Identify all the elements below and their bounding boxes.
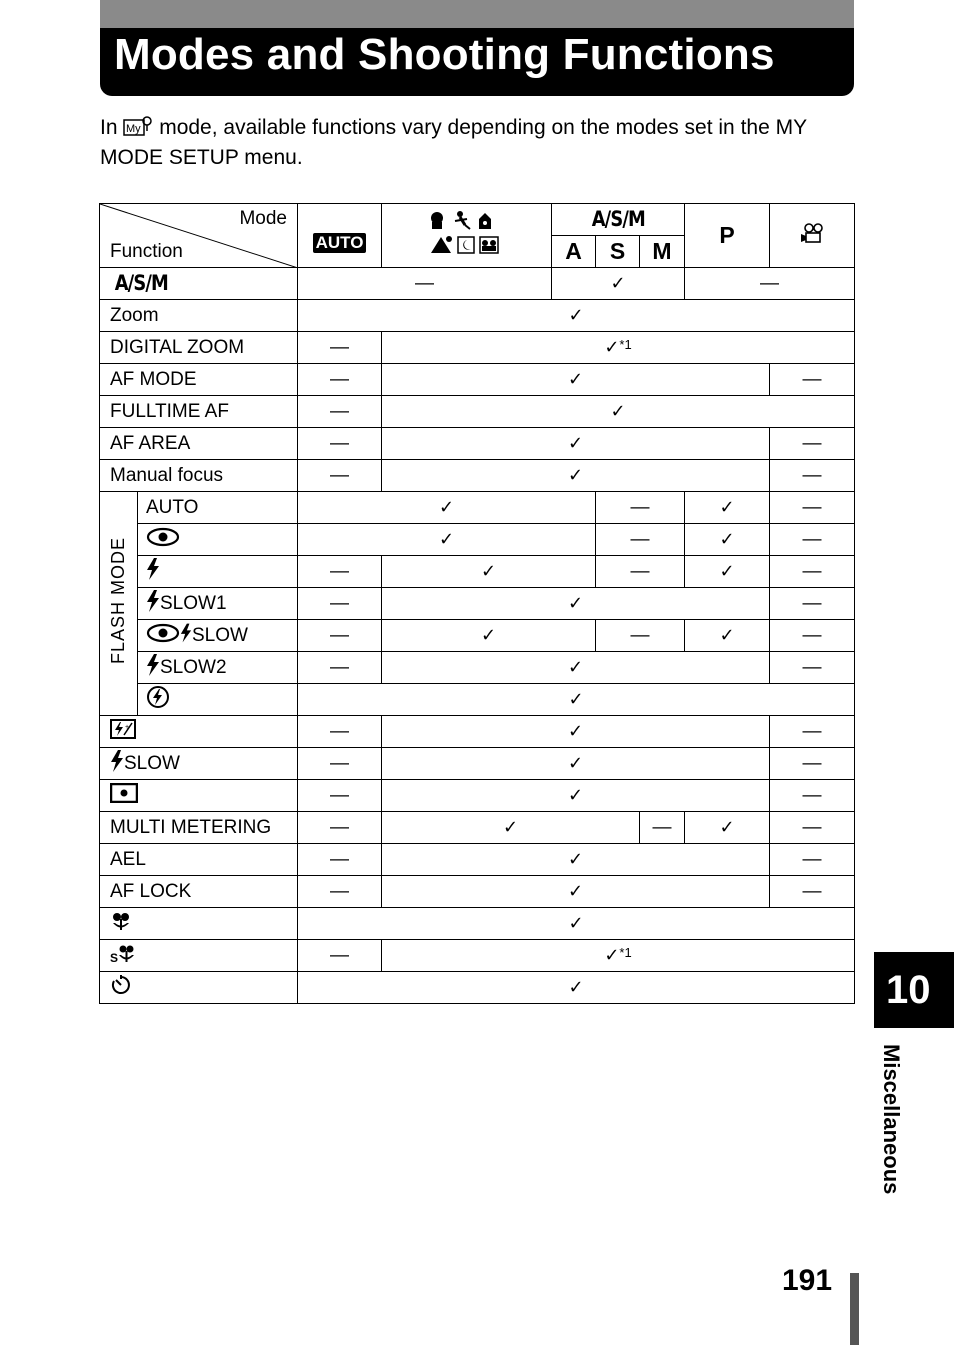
flash-mode-group-label: FLASH MODE [108,536,128,665]
cell-dash: — [298,748,382,780]
flash-icon [110,750,124,778]
row-label-zoom: Zoom [100,300,298,332]
cell-dash: — [298,876,382,908]
red-eye-icon [146,527,180,553]
cell-dash: — [596,556,685,588]
page-edge-bar [850,1273,859,1345]
row-label-slow: SLOW [100,748,298,780]
cell-dash: — [298,652,382,684]
header-mode-label: Mode [239,208,287,229]
row-label-fulltime-af: FULLTIME AF [100,396,298,428]
row-label-macro [100,908,298,940]
flash-mode-group-cell [100,492,138,716]
cell-dash: — [596,524,685,556]
self-timer-icon [110,974,132,1002]
flash-off-icon [146,685,170,715]
cell-check: ✓ [685,492,770,524]
header-p-cell [685,204,770,268]
cell-dash: — [770,588,855,620]
row-label-flash-redeye [138,524,298,556]
header-p-label: P [719,222,735,248]
cell-check: ✓ [685,812,770,844]
chapter-number: 10 [886,968,931,1012]
header-corner-cell [100,204,298,268]
cell-dash: — [770,716,855,748]
chapter-tab [874,952,954,1028]
cell-check: ✓ [382,620,596,652]
cell-check: ✓ [382,428,770,460]
movie-icon [800,222,824,250]
cell-dash: — [298,812,382,844]
header-scene-cell [382,204,552,268]
cell-dash: — [298,364,382,396]
table-row [100,844,855,876]
cell-dash: — [640,812,685,844]
cell-check: ✓ [298,684,855,716]
cell-dash: — [298,556,382,588]
cell-check: ✓ [298,524,596,556]
cell-dash: — [685,268,855,300]
table-row [100,876,855,908]
auto-mode-icon: AUTO [313,233,367,253]
cell-dash: — [770,364,855,396]
header-movie-cell [770,204,855,268]
table-row [100,620,855,652]
row-label-flash-off [138,684,298,716]
table-row [100,364,855,396]
modes-functions-table [99,203,855,1004]
cell-dash: — [770,652,855,684]
cell-check: ✓ [382,812,640,844]
chapter-label: Miscellaneous [879,1044,904,1195]
footnote-marker: *1 [619,337,632,352]
cell-dash: — [298,460,382,492]
cell-dash: — [770,460,855,492]
my-mode-icon [123,115,153,144]
flash-icon [146,590,160,618]
table-row [100,940,855,972]
table-row [100,460,855,492]
row-label-ael: AEL [100,844,298,876]
cell-dash: — [298,588,382,620]
table-row [100,908,855,940]
cell-check: ✓ [685,524,770,556]
row-label-super-macro [100,940,298,972]
header-s-cell [596,236,640,268]
row-label-manual-focus: Manual focus [100,460,298,492]
header-s-label: S [609,238,626,264]
table-row [100,428,855,460]
cell-dash: — [770,524,855,556]
row-label-self-timer [100,972,298,1004]
scene-modes-icon [429,209,505,263]
row-label-flash-auto: AUTO [138,492,298,524]
cell-check: ✓ [382,588,770,620]
table-row [100,652,855,684]
cell-check: ✓ [382,780,770,812]
cell-dash: — [770,876,855,908]
cell-dash: — [770,620,855,652]
header-m-label: M [652,238,672,264]
header-asm-cell [552,204,685,236]
cell-check: ✓ [382,556,596,588]
cell-check: ✓ [382,460,770,492]
cell-dash: — [298,396,382,428]
table-row [100,780,855,812]
intro-prefix: In [100,116,118,139]
cell-check: ✓ [382,364,770,396]
cell-check: ✓ [298,300,855,332]
row-label-flash-intensity [100,716,298,748]
check-mark: ✓ [604,337,620,357]
flash-icon [146,654,160,682]
title-top-band [100,0,854,28]
cell-check: ✓ [382,748,770,780]
cell-check: ✓ [298,972,855,1004]
cell-check: ✓ [382,396,855,428]
flash-intensity-icon [110,719,136,745]
svg-text:My: My [126,123,142,135]
cell-check: ✓ [382,844,770,876]
cell-check: ✓ [552,268,685,300]
cell-dash: — [596,492,685,524]
table-row [100,556,855,588]
row-label-digital-zoom: DIGITAL ZOOM [100,332,298,364]
row-label-spot-metering [100,780,298,812]
header-asm-label: A/S/M [591,207,645,231]
cell-dash: — [770,812,855,844]
table-row [100,748,855,780]
cell-dash: — [298,620,382,652]
row-label-flash-slow1: SLOW1 [138,588,298,620]
cell-dash: — [298,428,382,460]
row-label-af-area: AF AREA [100,428,298,460]
cell-check: ✓ [382,716,770,748]
red-eye-icon [146,623,180,649]
super-macro-icon [110,942,136,970]
table-row [100,812,855,844]
cell-dash: — [770,492,855,524]
cell-check: ✓ [298,492,596,524]
cell-check: ✓ [298,908,855,940]
cell-check: ✓ [685,556,770,588]
cell-check-footnote [382,940,855,972]
cell-check: ✓ [382,876,770,908]
flash-icon [180,623,192,649]
spot-metering-icon [110,783,138,809]
cell-dash: — [770,428,855,460]
svg-text:S: S [110,950,119,964]
cell-dash: — [298,268,552,300]
flash-icon [146,558,160,586]
row-label-flash-redeye-slow: SLOW [138,620,298,652]
cell-dash: — [298,844,382,876]
table-row [100,332,855,364]
row-label-multi-metering: MULTI METERING [100,812,298,844]
cell-dash: — [298,716,382,748]
macro-icon [110,910,132,938]
row-label-af-lock: AF LOCK [100,876,298,908]
header-auto-cell [298,204,382,268]
row-label-flash-slow2: SLOW2 [138,652,298,684]
table-row [100,396,855,428]
chapter-label-container [878,1044,908,1214]
table-row [100,972,855,1004]
title-band [100,0,854,96]
page-number: 191 [782,1264,833,1297]
header-a-cell [552,236,596,268]
cell-dash: — [298,940,382,972]
cell-check: ✓ [382,652,770,684]
cell-dash: — [770,556,855,588]
table-row [100,716,855,748]
header-a-label: A [565,238,582,264]
page-title: Modes and Shooting Functions [114,30,775,79]
cell-dash: — [298,332,382,364]
header-function-label: Function [110,241,183,262]
table-row [100,492,855,524]
cell-dash: — [298,780,382,812]
table-row [100,588,855,620]
intro-suffix: mode, available functions vary depending on the modes set in the MY MODE SETUP menu. [100,116,807,169]
row-label-asm: A/S/M [100,268,298,300]
cell-dash: — [770,844,855,876]
check-mark: ✓ [604,945,620,965]
cell-dash: — [770,780,855,812]
cell-check: ✓ [685,620,770,652]
table-row [100,268,855,300]
row-label-af-mode: AF MODE [100,364,298,396]
row-label-flash-fill [138,556,298,588]
table-row [100,300,855,332]
header-m-cell [640,236,685,268]
cell-check-footnote [382,332,855,364]
footnote-marker: *1 [619,945,632,960]
table-row [100,524,855,556]
svg-text:+: + [125,723,130,731]
cell-dash: — [596,620,685,652]
cell-dash: — [770,748,855,780]
intro-text [100,114,860,171]
table-row [100,684,855,716]
